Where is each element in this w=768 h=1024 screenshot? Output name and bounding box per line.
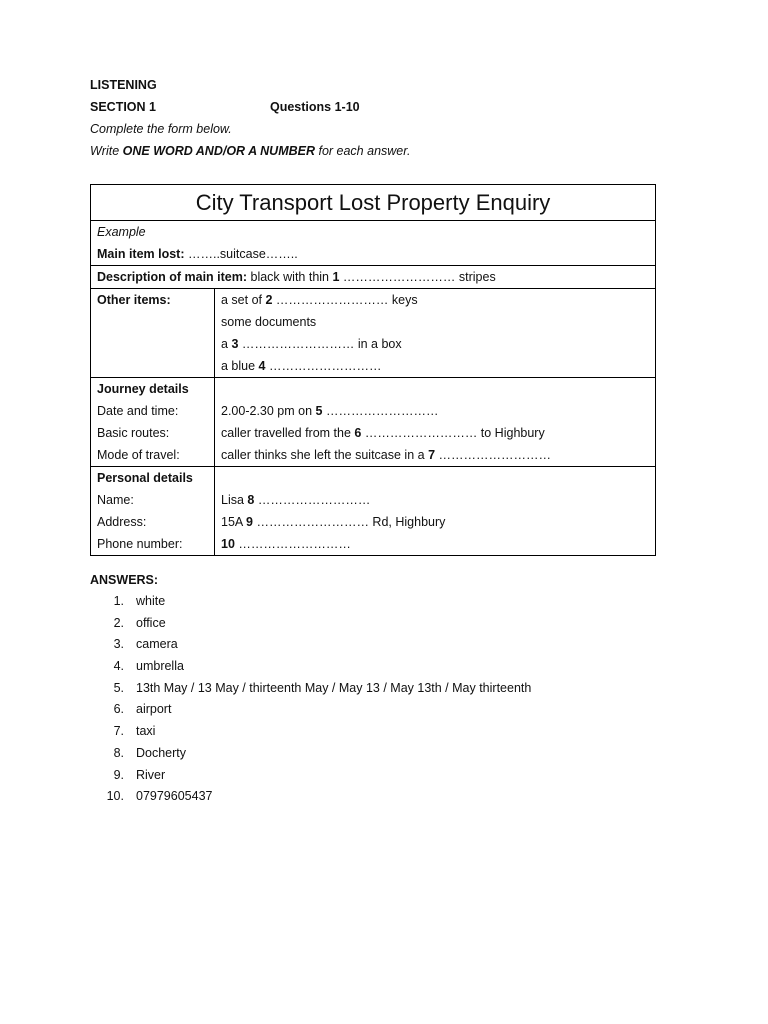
list-item: 7. taxi [113,724,156,739]
question-number-5: 5 [315,404,323,418]
list-item: 2. office [113,615,166,630]
other-items-row: Other items: a set of 2 ……………………… keys some documents a 3 ……………………… in a box a blue 4 ……………………… [91,289,655,378]
journey-heading: Journey details [97,382,189,396]
section-heading: SECTION 1 [90,100,156,114]
answers-title: ANSWERS: [90,573,159,587]
personal-heading: Personal details [97,471,193,485]
list-item: 6. airport [113,702,172,717]
questions-range: Questions 1-10 [270,100,360,114]
list-item: 4. umbrella [113,659,184,674]
question-number-3: 3 [231,337,239,351]
list-item: 10. 07979605437 [106,789,213,804]
journey-details-row: Journey details Date and time: Basic routes: Mode of travel: 2.00-2.30 pm on 5 ……………………… caller travelled from the 6 ……………………… to Highbury caller thinks she left the suitcase in a 7 ……………………… [91,378,655,467]
main-item-line: Main item lost: ……..suitcase…….. [97,247,298,261]
question-number-4: 4 [258,359,266,373]
question-number-7: 7 [428,448,436,462]
question-number-8: 8 [247,493,255,507]
listening-heading: LISTENING [90,78,157,92]
list-item: 9. River [113,767,166,782]
question-number-6: 6 [354,426,362,440]
other-items-label: Other items: [97,293,171,307]
instruction-line-2: Write ONE WORD AND/OR A NUMBER for each answer. [90,144,411,158]
form-title: City Transport Lost Property Enquiry [91,185,655,221]
question-number-2: 2 [265,293,273,307]
personal-details-row: Personal details Name: Address: Phone number: Lisa 8 ……………………… 15A 9 ……………………… Rd, Highbury 10 ……………………… [91,467,655,555]
example-label: Example [97,225,146,239]
question-number-9: 9 [246,515,253,529]
lost-property-form [90,184,656,556]
list-item: 1. white [113,594,166,608]
list-item: 5. 13th May / 13 May / thirteenth May / May 13 / May 13th / May thirteenth [113,680,532,695]
description-row: Description of main item: black with thin 1 ……………………… stripes [91,266,655,289]
example-row [91,221,655,266]
list-item: 8. Docherty [113,745,187,760]
instruction-line-1: Complete the form below. [90,122,232,136]
question-number-1: 1 [332,270,340,284]
answers-section [90,569,532,808]
list-item: 3. camera [113,637,178,652]
question-number-10: 10 [221,537,235,551]
